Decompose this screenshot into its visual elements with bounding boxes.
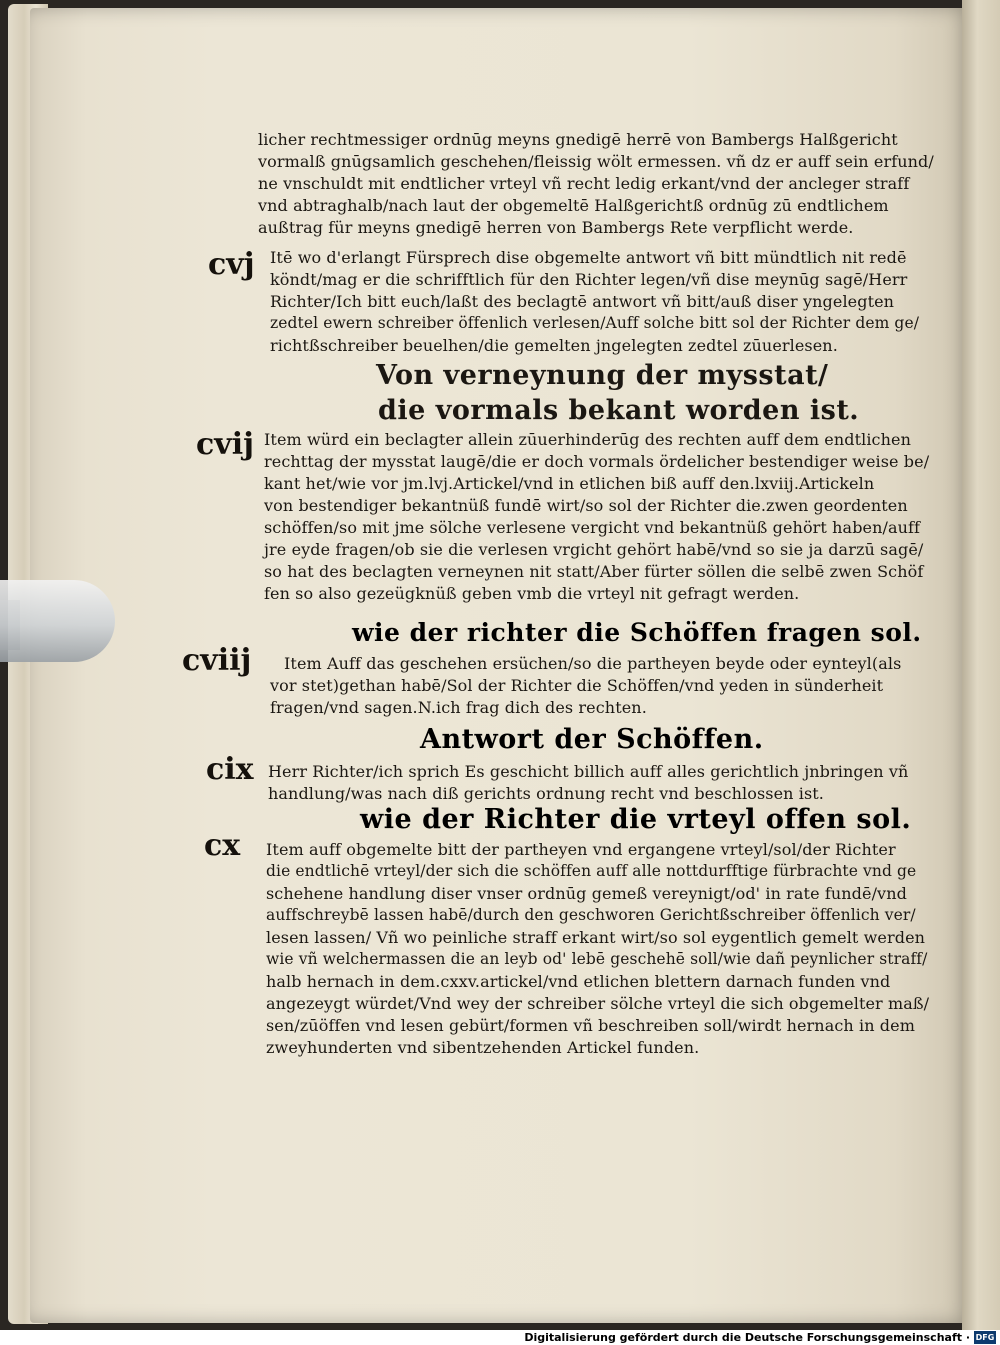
text-line: vnd abtraghalb/nach laut der obgemeltē Halßgerichtß ordnūg zū endtlichem: [258, 196, 889, 215]
article-numeral: cvij: [196, 427, 254, 462]
text-line: Herr Richter/ich sprich Es geschicht billich auff alles gerichtlich jnbringen vñ: [268, 762, 909, 781]
text-line: schöffen/so mit jme sölche verlesene vergicht vnd bekantnüß gehört haben/auff: [264, 518, 921, 537]
section-heading: wie der Richter die vrteyl offen sol.: [360, 804, 912, 835]
section-heading: Antwort der Schöffen.: [420, 724, 764, 755]
text-line: rechttag der mysstat laugē/die er doch vormals ördelicher bestendiger weise be/: [264, 452, 930, 471]
text-line: licher rechtmessiger ordnūg meyns gnedigē herrē von Bambergs Halßgericht: [258, 130, 898, 149]
section-heading: wie der richter die Schöffen fragen sol.: [352, 618, 922, 647]
text-line: schehene handlung diser vnser ordnūg gemeß vereynigt/od' in rate fundē/vnd: [266, 884, 907, 903]
text-line: wie vñ welchermassen die an leyb od' lebē geschehē soll/wie dañ peynlicher straff/: [266, 950, 928, 968]
text-line: außtrag für meyns gnedigē herren von Bambergs Rete verpflicht werde.: [258, 218, 854, 237]
dfg-logo[interactable]: DFG: [975, 1333, 995, 1342]
book-clamp: [0, 580, 115, 662]
text-line: lesen lassen/ Vñ wo peinliche straff erkant wirt/so sol eygentlich gemelt werden: [266, 928, 926, 947]
text-line: von bestendiger bekantnüß fundē wirt/so sol der Richter die.zwen geordenten: [264, 496, 908, 515]
text-line: die endtlichē vrteyl/der sich die schöffen auff alle nottdurfftige fürbrachte vnd ge: [266, 862, 917, 880]
article-numeral: cix: [206, 752, 254, 787]
text-line: jre eyde fragen/ob sie die verlesen vrgicht gehört habē/vnd so sie ja darzū sagē/: [264, 540, 924, 559]
text-line: ne vnschuldt mit endtlicher vrteyl vñ recht ledig erkant/vnd der ancleger straff: [258, 174, 910, 193]
text-line: köndt/mag er die schrifftlich für den Richter legen/vñ dise meynūg sagē/Herr: [270, 270, 908, 289]
article-numeral: cx: [204, 828, 241, 863]
text-line: richtßschreiber beuelhen/die gemelten jngelegten zedtel zūuerlesen.: [270, 336, 838, 355]
text-line: sen/zūöffen vnd lesen gebürt/formen vñ beschreiben soll/wirdt hernach in dem: [266, 1016, 915, 1035]
text-line: halb hernach in dem.cxxv.artickel/vnd etlichen blettern darnach funden vnd: [266, 972, 891, 991]
text-line: zedtel ewern schreiber öffenlich verlesen/Auff solche bitt sol der Richter dem ge/: [270, 314, 920, 332]
text-line: Item würd ein beclagter allein zūuerhinderūg des rechten auff dem endtlichen: [264, 430, 911, 449]
text-line: Item auff obgemelte bitt der partheyen vnd ergangene vrteyl/sol/der Richter: [266, 840, 896, 859]
text-line: vormalß gnūgsamlich geschehen/fleissig wölt ermessen. vñ dz er auff sein erfund/: [258, 152, 934, 171]
text-line: fen so also gezeügknüß geben vmb die vrteyl nit gefragt werden.: [264, 584, 800, 603]
funding-notice: Digitalisierung gefördert durch die Deutsche Forschungsgemeinschaft ·: [524, 1331, 970, 1344]
footer-bar: [0, 1330, 1000, 1345]
text-line: fragen/vnd sagen.N.ich frag dich des rechten.: [270, 698, 647, 717]
text-line: Itē wo d'erlangt Fürsprech dise obgemelte antwort vñ bitt mündtlich nit redē: [270, 248, 907, 267]
text-line: so hat des beclagten verneynen nit statt/Aber fürter söllen die selbē zwen Schöf: [264, 562, 924, 581]
text-line: Richter/Ich bitt euch/laßt des beclagtē antwort vñ bitt/auß diser yngelegten: [270, 292, 895, 311]
article-numeral: cviij: [182, 643, 252, 678]
heading-line: Von verneynung der mysstat/: [376, 360, 829, 391]
heading-line: die vormals bekant worden ist.: [378, 395, 860, 426]
text-line: Item Auff das geschehen ersüchen/so die partheyen beyde oder eynteyl(als: [284, 654, 902, 673]
article-numeral: cvj: [208, 247, 255, 282]
text-line: zweyhunderten vnd sibentzehenden Artickel funden.: [266, 1038, 700, 1057]
adjacent-page-edge: [962, 0, 1000, 1330]
text-line: vor stet)gethan habē/Sol der Richter die Schöffen/vnd yeden in sünderheit: [270, 676, 884, 695]
text-line: kant het/wie vor jm.lvj.Artickel/vnd in etlichen biß auff den.lxviij.Artickeln: [264, 474, 875, 493]
text-line: handlung/was nach diß gerichts ordnung recht vnd beschlossen ist.: [268, 784, 824, 803]
text-line: auffschreybē lassen habē/durch den geschworen Gerichtßschreiber öffenlich ver/: [266, 906, 916, 924]
text-line: angezeygt würdet/Vnd wey der schreiber sölche vrteyl die sich obgemelter maß/: [266, 994, 930, 1013]
